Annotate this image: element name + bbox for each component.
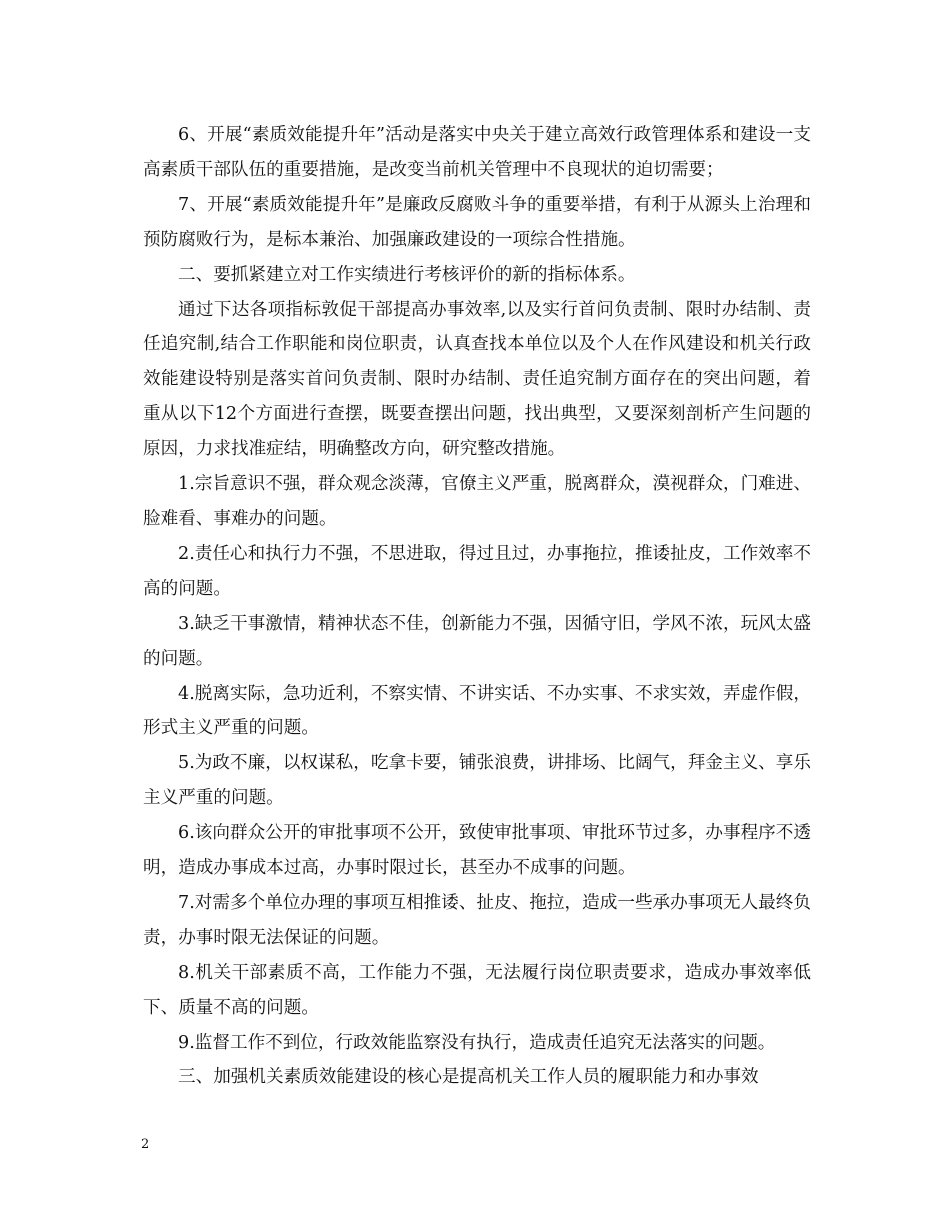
section-heading: 三、加强机关素质效能建设的核心是提高机关工作人员的履职能力和办事效	[178, 1067, 759, 1088]
list-item: 5.为政不廉，以权谋私，吃拿卡要，铺张浪费，讲排场、比阔气，拜金主义、享乐主义严重的问题。	[143, 753, 811, 809]
paragraph: 6、开展“素质效能提升年”活动是落实中央关于建立高效行政管理体系和建设一支高素质干部队伍的重要措施，是改变当前机关管理中不良现状的迫切需要；	[143, 125, 811, 180]
paragraph: 7、开展“素质效能提升年”是廉政反腐败斗争的重要举措，有利于从源头上治理和预防腐败行为，是标本兼治、加强廉政建设的一项综合性措施。	[143, 194, 811, 250]
list-item: 6.该向群众公开的审批事项不公开，致使审批事项、审批环节过多，办事程序不透明，造成办事成本过高，办事时限过长，甚至办不成事的问题。	[143, 823, 811, 879]
list-item: 2.责任心和执行力不强，不思进取，得过且过，办事拖拉，推诿扯皮，工作效率不高的问题。	[143, 543, 811, 599]
list-item: 8.机关干部素质不高，工作能力不强，无法履行岗位职责要求，造成办事效率低下、质量不高的问题。	[143, 962, 811, 1018]
list-item: 7.对需多个单位办理的事项互相推诿、扯皮、拖拉，造成一些承办事项无人最终负责，办事时限无法保证的问题。	[143, 892, 811, 948]
list-item: 4.脱离实际，急功近利，不察实情、不讲实话、不办实事、不求实效，弄虚作假，形式主义严重的问题。	[143, 683, 811, 739]
list-item: 1.宗旨意识不强，群众观念淡薄，官僚主义严重，脱离群众，漠视群众，门难进、脸难看、事难办的问题。	[143, 474, 811, 529]
list-item: 3.缺乏干事激情，精神状态不佳，创新能力不强，因循守旧，学风不浓，玩风太盛的问题。	[143, 613, 811, 669]
list-item: 9.监督工作不到位，行政效能监察没有执行，造成责任追究无法落实的问题。	[178, 1032, 776, 1053]
section-heading: 二、要抓紧建立对工作实绩进行考核评价的新的指标体系。	[178, 264, 636, 285]
paragraph: 通过下达各项指标敦促干部提高办事效率,以及实行首问负责制、限时办结制、责任追究制,结合工作职能和岗位职责，认真查找本单位以及个人在作风建设和机关行政效能建设特别是落实首问负责制、限时办结制、责任追究制方面存在的突出问题，着重从以下12个方面进行查摆，既要查摆出问题，找出典型，又要深刻剖析产生问题的原因，力求找准症结，明确整改方向，研究整改措施。	[143, 299, 811, 460]
page-number: 2	[141, 1137, 150, 1152]
document-body	[143, 118, 811, 1095]
